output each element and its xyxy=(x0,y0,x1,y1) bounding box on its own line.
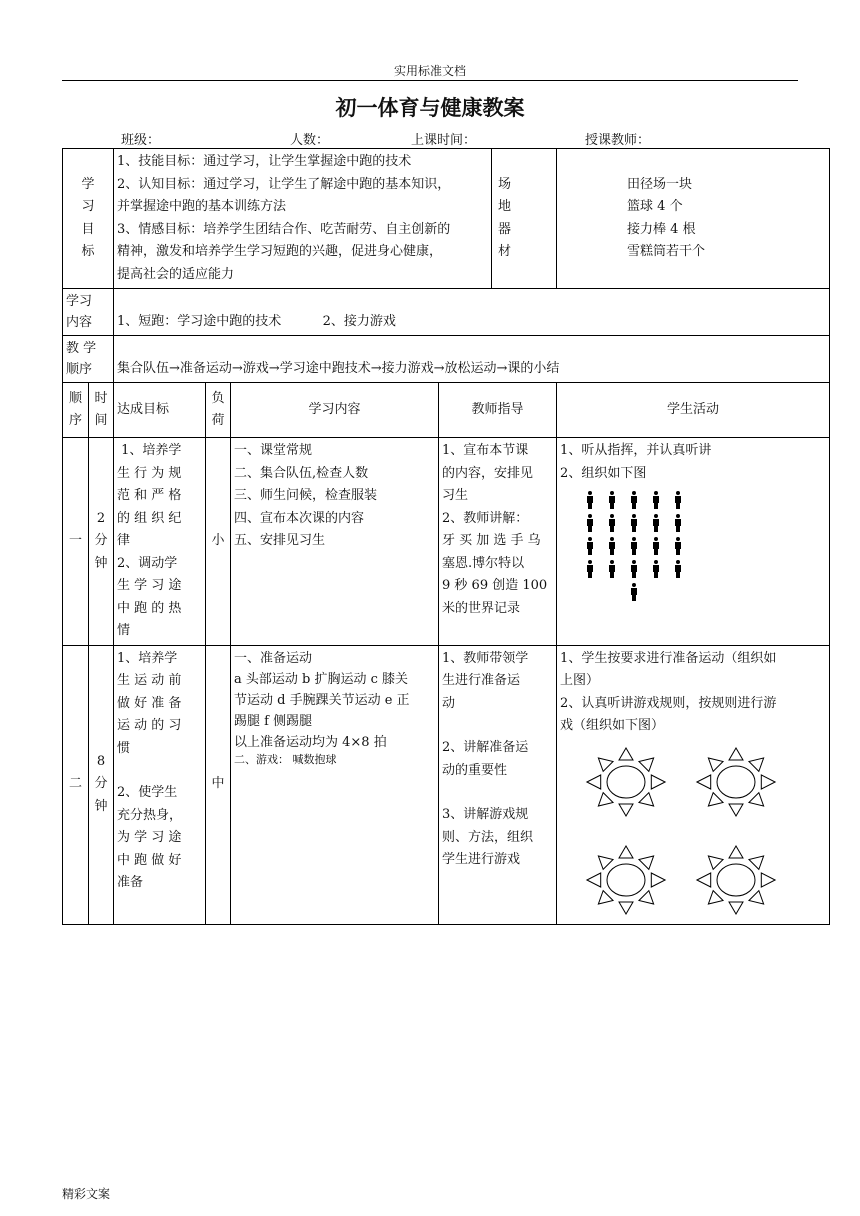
student-figure-icon xyxy=(653,491,659,509)
sequence-text: 集合队伍→准备运动→游戏→学习途中跑技术→接力游戏→放松运动→课的小结 xyxy=(114,336,830,383)
row1-order: 一 xyxy=(63,438,89,646)
student-figure-icon xyxy=(587,491,593,509)
student-figure-icon xyxy=(653,514,659,532)
formation-diagram xyxy=(560,489,720,601)
content-text: 1、短跑：学习途中跑的技术 2、接力游戏 xyxy=(114,289,830,336)
col-order: 顺 序 xyxy=(63,383,89,438)
game-circles-diagram xyxy=(560,742,790,922)
student-figure-icon xyxy=(609,537,615,555)
sun-circle-icon xyxy=(587,846,665,914)
student-figure-icon xyxy=(609,560,615,578)
student-figure-icon xyxy=(675,560,681,578)
row2-content: 一、准备运动 a 头部运动 b 扩胸运动 c 膝关 节运动 d 手腕踝关节运动 e 正 踢腿 f 侧踢腿 以上准备运动均为 4×8 拍 二、游戏： 喊数抱球 xyxy=(231,645,439,924)
lesson-row-2 xyxy=(63,645,830,924)
col-goal: 达成目标 xyxy=(114,383,206,438)
row1-goal: 1、培养学 生 行 为 规 范 和 严 格 的 组 织 纪 律 2、调动学 生 学 习 途 中 跑 的 热 情 xyxy=(114,438,206,646)
page-footer: 精彩文案 xyxy=(62,1187,111,1201)
row1-content: 一、课堂常规 二、集合队伍,检查人数 三、师生问候，检查服装 四、宣布本次课的内容 五、安排见习生 xyxy=(231,438,439,646)
lesson-row-1 xyxy=(63,438,830,646)
time-label: 上课时间： xyxy=(411,133,477,148)
content-label: 学习 内容 xyxy=(63,289,114,336)
count-label: 人数： xyxy=(290,133,330,148)
student-figure-icon xyxy=(631,583,637,601)
row1-time: 2 分 钟 xyxy=(89,438,114,646)
sun-circle-icon xyxy=(587,748,665,816)
sun-circle-icon xyxy=(697,846,775,914)
row1-teacher: 1、宣布本节课 的内容，安排见 习生 2、教师讲解： 牙 买 加 选 手 乌 塞恩.博尔特以 9 秒 69 创造 100 米的世界记录 xyxy=(439,438,557,646)
sequence-row xyxy=(63,336,830,383)
col-student: 学生活动 xyxy=(557,383,830,438)
teacher-label: 授课教师： xyxy=(585,133,651,148)
objectives-text: 1、技能目标：通过学习，让学生掌握途中跑的技术 2、认知目标：通过学习，让学生了解途中跑的基本知识， 并掌握途中跑的基本训练方法 3、情感目标：培养学生团结合作、吃苦耐劳、自主创新的 精神，激发和培养学生学习短跑的兴趣，促进身心健康， 提高社会的适应能力 xyxy=(114,149,492,289)
row2-load: 中 xyxy=(206,645,231,924)
student-figure-icon xyxy=(675,514,681,532)
sun-circles xyxy=(587,748,775,914)
venue-items: 田径场一块 篮球 4 个 接力棒 4 根 雪糕筒若干个 xyxy=(557,149,830,289)
sun-circle-icon xyxy=(697,748,775,816)
sequence-label: 教 学 顺序 xyxy=(63,336,114,383)
page-header: 实用标准文档 xyxy=(393,64,466,78)
student-figure-icon xyxy=(675,491,681,509)
objectives-label: 学 习 目 标 xyxy=(63,149,114,289)
student-figure-icon xyxy=(609,514,615,532)
row2-order: 二 xyxy=(63,645,89,924)
row2-student: 1、学生按要求进行准备运动（组织如 上图） 2、认真听讲游戏规则，按规则进行游 戏（组织如下图） xyxy=(557,645,830,924)
page-title: 初一体育与健康教案 xyxy=(335,96,525,120)
row2-goal: 1、培养学 生 运 动 前 做 好 准 备 运 动 的 习 惯 2、使学生 充分热身， 为 学 习 途 中 跑 做 好 准备 xyxy=(114,645,206,924)
lesson-plan-table xyxy=(62,148,830,925)
student-figure-icon xyxy=(631,491,637,509)
student-figure-icon xyxy=(675,537,681,555)
people-grid xyxy=(587,491,681,601)
objectives-row xyxy=(63,149,830,289)
column-header-row xyxy=(63,383,830,438)
student-figure-icon xyxy=(631,514,637,532)
student-figure-icon xyxy=(653,560,659,578)
row1-student: 1、听从指挥，并认真听讲 2、组织如下图 xyxy=(557,438,830,646)
student-figure-icon xyxy=(631,560,637,578)
row1-load: 小 xyxy=(206,438,231,646)
student-figure-icon xyxy=(587,537,593,555)
student-figure-icon xyxy=(653,537,659,555)
venue-label: 场 地 器 材 xyxy=(492,149,557,289)
class-label: 班级： xyxy=(121,133,161,148)
col-time: 时 间 xyxy=(89,383,114,438)
student-figure-icon xyxy=(609,491,615,509)
student-figure-icon xyxy=(587,514,593,532)
student-figure-icon xyxy=(587,560,593,578)
row2-teacher: 1、教师带领学 生进行准备运 动 2、讲解准备运 动的重要性 3、讲解游戏规 则、方法，组织 学生进行游戏 xyxy=(439,645,557,924)
col-content: 学习内容 xyxy=(231,383,439,438)
row2-time: 8 分 钟 xyxy=(89,645,114,924)
content-row xyxy=(63,289,830,336)
student-figure-icon xyxy=(631,537,637,555)
col-teacher: 教师指导 xyxy=(439,383,557,438)
col-load: 负 荷 xyxy=(206,383,231,438)
header-divider xyxy=(62,80,798,81)
